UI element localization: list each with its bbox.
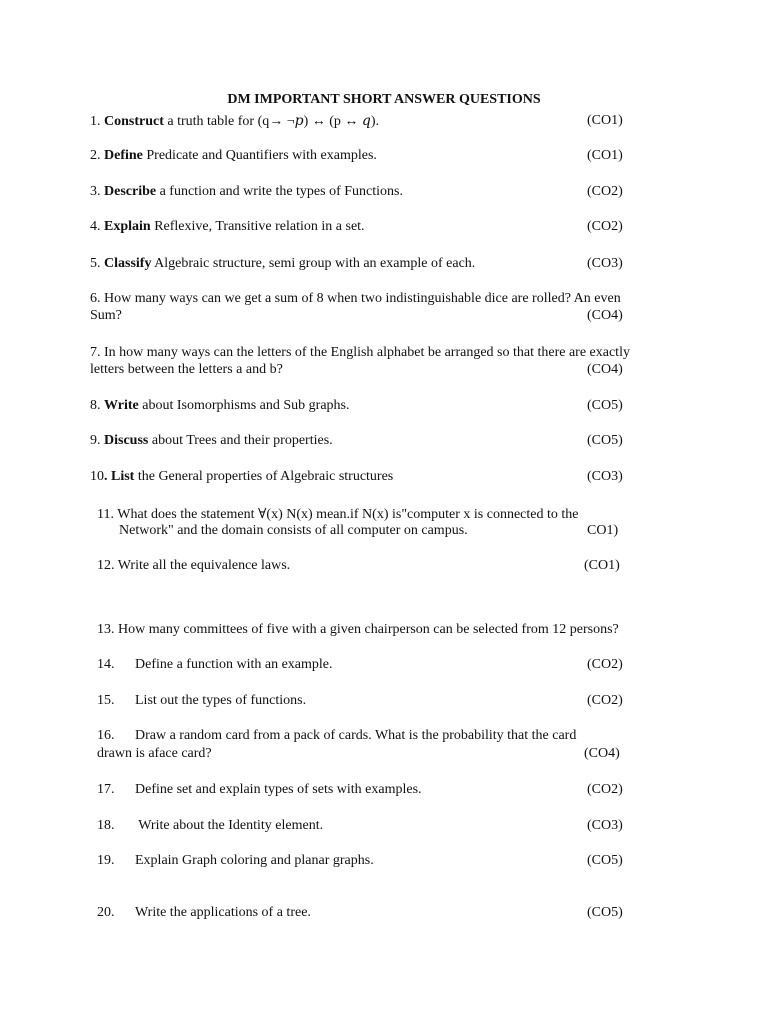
question-text: How many committees of five with a given chairperson can be selected from 12 persons? [118,622,619,637]
question-text: about Isomorphisms and Sub graphs. [138,398,350,413]
question-16-continued: drawn is aface card? [97,746,212,761]
question-text: Write about the Identity element. [135,818,324,833]
question-text: How many ways can we get a sum of 8 when two indistinguishable dice are rolled? An even [104,291,621,306]
question-number: 9. [90,433,101,448]
question-2 [90,148,377,164]
question-keyword: Construct [104,114,164,129]
question-1 [90,113,379,130]
question-6-continued: Sum? [90,308,122,323]
question-number: 13. [97,622,115,637]
question-number: 8. [90,398,101,413]
question-4 [90,219,365,235]
question-16 [97,728,576,744]
question-number: 2. [90,148,101,163]
question-11 [97,506,578,523]
question-keyword: Discuss [104,433,149,448]
question-text: Write all the equivalence laws. [117,558,291,573]
question-number: 20. [97,905,115,920]
question-keyword: Write [104,398,139,413]
question-text: Algebraic structure, semi group with an example of each. [151,256,476,271]
course-outcome: (CO2) [587,219,623,234]
question-keyword: Classify [104,256,152,271]
question-10 [90,469,393,485]
course-outcome: (CO2) [587,693,623,708]
question-number: 11. [97,507,114,522]
course-outcome: (CO3) [587,256,623,271]
course-outcome: (CO2) [587,657,623,672]
question-number: 18. [97,818,115,833]
question-text: List out the types of functions. [135,693,307,708]
question-19 [97,853,374,869]
course-outcome: CO1) [587,523,619,538]
course-outcome: (CO1) [584,558,620,573]
question-9 [90,433,333,449]
question-7 [90,345,630,361]
question-text: Define a function with an example. [135,657,333,672]
question-3 [90,184,403,200]
question-number: 15. [97,693,115,708]
question-20 [97,905,311,921]
question-number: 19. [97,853,115,868]
course-outcome: (CO3) [587,818,623,833]
course-outcome: (CO5) [587,398,623,413]
question-17 [97,782,422,798]
question-number: 6. [90,291,101,306]
question-text: Reflexive, Transitive relation in a set. [150,219,365,234]
question-text: Write the applications of a tree. [135,905,311,920]
question-keyword: Describe [104,184,157,199]
question-number: 14. [97,657,115,672]
question-text: a function and write the types of Functions. [156,184,403,199]
question-8 [90,398,350,414]
question-keyword: Explain [104,219,151,234]
course-outcome: (CO4) [587,362,623,377]
question-number: 5. [90,256,101,271]
question-14 [97,657,332,673]
question-7-continued: letters between the letters a and b? [90,362,283,377]
question-text: Define set and explain types of sets with examples. [135,782,422,797]
question-text: Explain Graph coloring and planar graphs. [135,853,374,868]
question-text: a truth table for (q→ ¬𝑝) ↔ (p ↔ 𝑞). [163,114,380,129]
course-outcome: (CO1) [587,148,623,163]
question-number: 3. [90,184,101,199]
course-outcome: (CO4) [584,746,620,761]
course-outcome: (CO3) [587,469,623,484]
course-outcome: (CO5) [587,433,623,448]
question-6 [90,291,621,307]
question-number: 12. [97,558,115,573]
question-text: Predicate and Quantifiers with examples. [142,148,377,163]
question-number: 4. [90,219,101,234]
question-text: In how many ways can the letters of the English alphabet be arranged so that there are exactly [104,345,630,360]
course-outcome: (CO5) [587,853,623,868]
question-text: the General properties of Algebraic structures [134,469,394,484]
course-outcome: (CO2) [587,782,623,797]
course-outcome: (CO2) [587,184,623,199]
question-11-continued: Network" and the domain consists of all computer on campus. [119,523,468,538]
question-18 [97,818,323,834]
question-text: Draw a random card from a pack of cards. What is the probability that the card [135,728,577,743]
question-number: 17. [97,782,115,797]
question-text: about Trees and their properties. [148,433,333,448]
question-5 [90,256,475,272]
question-13 [97,622,619,638]
question-12 [97,558,290,574]
question-keyword: Define [104,148,143,163]
question-number: 16. [97,728,115,743]
question-number: 1. [90,114,101,129]
page-title: DM IMPORTANT SHORT ANSWER QUESTIONS [227,92,541,107]
course-outcome: (CO4) [587,308,623,323]
course-outcome: (CO5) [587,905,623,920]
question-keyword: . List [104,469,135,484]
question-text: What does the statement ∀(x) N(x) mean.if N(x) is"computer x is connected to the [117,507,579,522]
course-outcome: (CO1) [587,113,623,128]
question-number: 7. [90,345,101,360]
question-number: 10 [90,469,104,484]
question-15 [97,693,306,709]
